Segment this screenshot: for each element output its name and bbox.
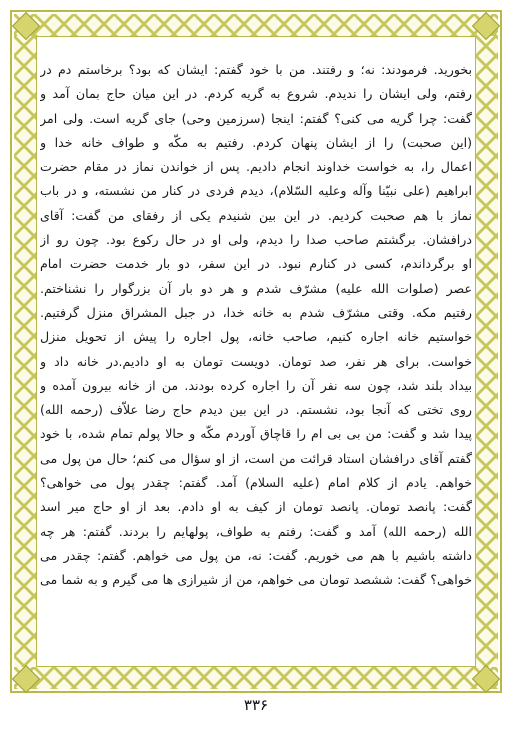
body-text <box>40 58 472 593</box>
text-line: خواست. برای هر نفر، صد تومان. دویست تومان به او دادیم.در خانه داد و <box>40 353 472 369</box>
text-line: خواهم. یادم از کلام امام (علیه السلام) آمد. گفتم: چقدر پول می خواهی؟ <box>40 475 472 491</box>
text-line: خواستیم خانه اجاره کنیم، صاحب خانه، پول اجاره را پیش از تحویل منزل <box>40 329 472 345</box>
ornamental-border-right <box>476 36 498 667</box>
text-line: الله (رحمه الله) آمد و گفت: رفتم به طواف، پولهایم را بردند. گفتم: هر چه <box>40 523 472 539</box>
ornamental-border-left <box>14 36 36 667</box>
text-line: بیداد بلند شد، چون سه نفر آن را اجاره کرده بودند. من از خانه بیرون آمده و <box>40 377 472 393</box>
page-number: ۳۳۶ <box>243 696 269 714</box>
text-line: گفت: چرا گریه می کنی؟ گفتم: اینجا (سرزمین وحی) جای گریه است. ولی امر <box>40 110 472 126</box>
text-line: نماز با هم صحبت کردیم. در این بین شنیدم یکی از رفقای من گفت: آقای <box>40 207 472 223</box>
text-line: درافشان. برگشتم صاحب صدا را دیدم، ولی او در حال رکوع بود. چون رو از <box>40 232 472 248</box>
text-line: عصر (صلوات الله علیه) مشرّف شدم و هر دو بار آن بزرگوار را نشناختم. <box>40 280 472 296</box>
text-line: پیدا شد و گفت: من بی بی ام را قاچاق آوردم مکّه و حالا پولم تمام شده، با خود <box>40 426 472 442</box>
text-line: اعمال را، به خواست خداوند انجام دادیم. پس از خواندن نماز در مقام حضرت <box>40 159 472 175</box>
text-line: ابراهیم (علی نبیّنا وآله وعلیه السّلام)، دیدم فردی در کنار من نشسته، و در باب <box>40 183 472 199</box>
text-line: بخورید. فرمودند: نه؛ و رفتند. من با خود گفتم: ایشان که بود؟ برخاستم دم در <box>40 62 472 77</box>
text-line: رفتیم مکه. وقتی مشرّف شدم به خانه خدا، در جبل المشراق منزل گرفتیم. <box>40 304 472 320</box>
text-line: خواهی؟ گفت: ششصد تومان می خواهم، من از شیرازی ها می گیرم و به شما می <box>40 572 472 588</box>
text-line: (این صحبت) را از ایشان پنهان کردم. رفتیم به مکّه و طواف خانه خدا و <box>40 134 472 150</box>
ornamental-border-bottom <box>14 667 498 689</box>
text-line: رفتم، ولی ایشان را ندیدم. شروع به گریه کردم. در این میان حاج بمان آمد و <box>40 86 472 102</box>
text-line: گفت: پانصد تومان. پانصد تومان از کیف به او دادم. بعد از او حاج میر اسد <box>40 499 472 515</box>
text-line: گفتم آقای درافشان استاد قرائت من است، از او سؤال می کنم؛ حال من پول می <box>40 450 472 466</box>
ornamental-border-top <box>14 14 498 36</box>
text-line: او برگرداندم، کسی در کنارم نبود. در این سفر، دو بار خدمت حضرت امام <box>40 256 472 272</box>
text-line: روی تختی که آنجا بود، نشستم. در این بین دیدم حاج رضا علاّف (رحمه الله) <box>40 402 472 418</box>
text-line: داشته باشیم با هم می خوریم. گفت: نه، من پول می خواهم. گفتم: چقدر می <box>40 547 472 563</box>
